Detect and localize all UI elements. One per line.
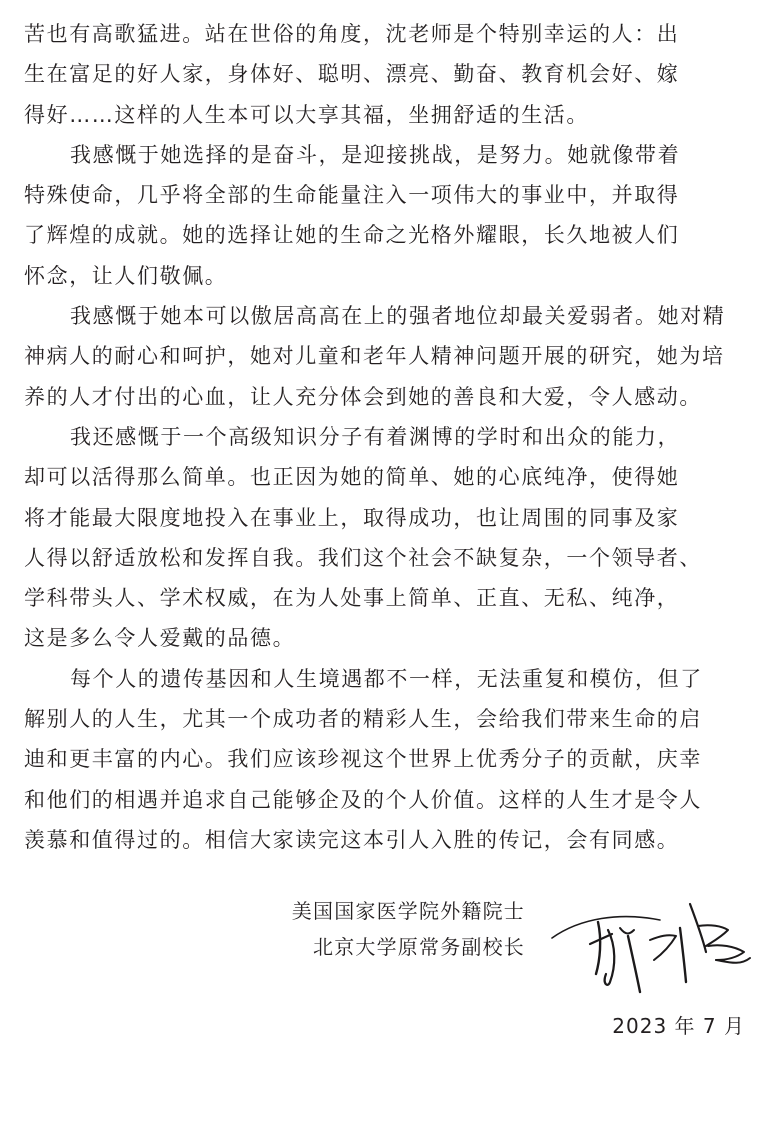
paragraph-3-line: 我感慨于她本可以傲居高高在上的强者地位却最关爱弱者。她对精 bbox=[70, 304, 726, 329]
paragraph-4-line: 人得以舒适放松和发挥自我。我们这个社会不缺复杂，一个领导者、 bbox=[24, 545, 702, 570]
paragraph-4-line: 将才能最大限度地投入在事业上，取得成功，也让周围的同事及家 bbox=[24, 505, 680, 530]
paragraph-1-line: 生在富足的好人家，身体好、聪明、漂亮、勤奋、教育机会好、嫁 bbox=[24, 62, 680, 87]
paragraph-3-line: 养的人才付出的心血，让人充分体会到她的善良和大爱，令人感动。 bbox=[24, 384, 702, 409]
paragraph-1-line: 苦也有高歌猛进。站在世俗的角度，沈老师是个特别幸运的人：出 bbox=[24, 22, 680, 46]
paragraph-5-line: 每个人的遗传基因和人生境遇都不一样，无法重复和模仿，但了 bbox=[70, 666, 703, 691]
paragraph-5-line: 和他们的相遇并追求自己能够企及的个人价值。这样的人生才是令人 bbox=[24, 787, 702, 812]
signer-title-2: 北京大学原常务副校长 bbox=[313, 935, 525, 959]
paragraph-4-line: 却可以活得那么简单。也正因为她的简单、她的心底纯净，使得她 bbox=[24, 465, 680, 490]
paragraph-4-line: 这是多么令人爱戴的品德。 bbox=[24, 626, 296, 651]
signature-date: 2023 年 7 月 bbox=[612, 1014, 745, 1038]
paragraph-4-line: 学科带头人、学术权威，在为人处事上简单、正直、无私、纯净， bbox=[24, 586, 680, 611]
body-text bbox=[24, 14, 748, 860]
paragraph-5-line: 迪和更丰富的内心。我们应该珍视这个世界上优秀分子的贡献，庆幸 bbox=[24, 747, 702, 772]
handwritten-signature bbox=[550, 900, 755, 1000]
paragraph-2-line: 怀念，让人们敬佩。 bbox=[24, 263, 228, 288]
paragraph-2-line: 特殊使命，几乎将全部的生命能量注入一项伟大的事业中，并取得 bbox=[24, 183, 680, 208]
paragraph-2-line: 我感慨于她选择的是奋斗，是迎接挑战，是努力。她就像带着 bbox=[70, 142, 681, 167]
paragraph-5-line: 羡慕和值得过的。相信大家读完这本引人入胜的传记，会有同感。 bbox=[24, 827, 680, 852]
paragraph-3-line: 神病人的耐心和呵护，她对儿童和老年人精神问题开展的研究，她为培 bbox=[24, 344, 725, 369]
signature-block bbox=[292, 893, 525, 965]
signer-title-1: 美国国家医学院外籍院士 bbox=[291, 899, 525, 923]
paragraph-2-line: 了辉煌的成就。她的选择让她的生命之光格外耀眼，长久地被人们 bbox=[24, 223, 680, 248]
paragraph-1-line: 得好……这样的人生本可以大享其福，坐拥舒适的生活。 bbox=[24, 102, 589, 127]
paragraph-4-line: 我还感慨于一个高级知识分子有着渊博的学时和出众的能力， bbox=[70, 424, 681, 449]
paragraph-5-line: 解别人的人生，尤其一个成功者的精彩人生，会给我们带来生命的启 bbox=[24, 707, 702, 732]
